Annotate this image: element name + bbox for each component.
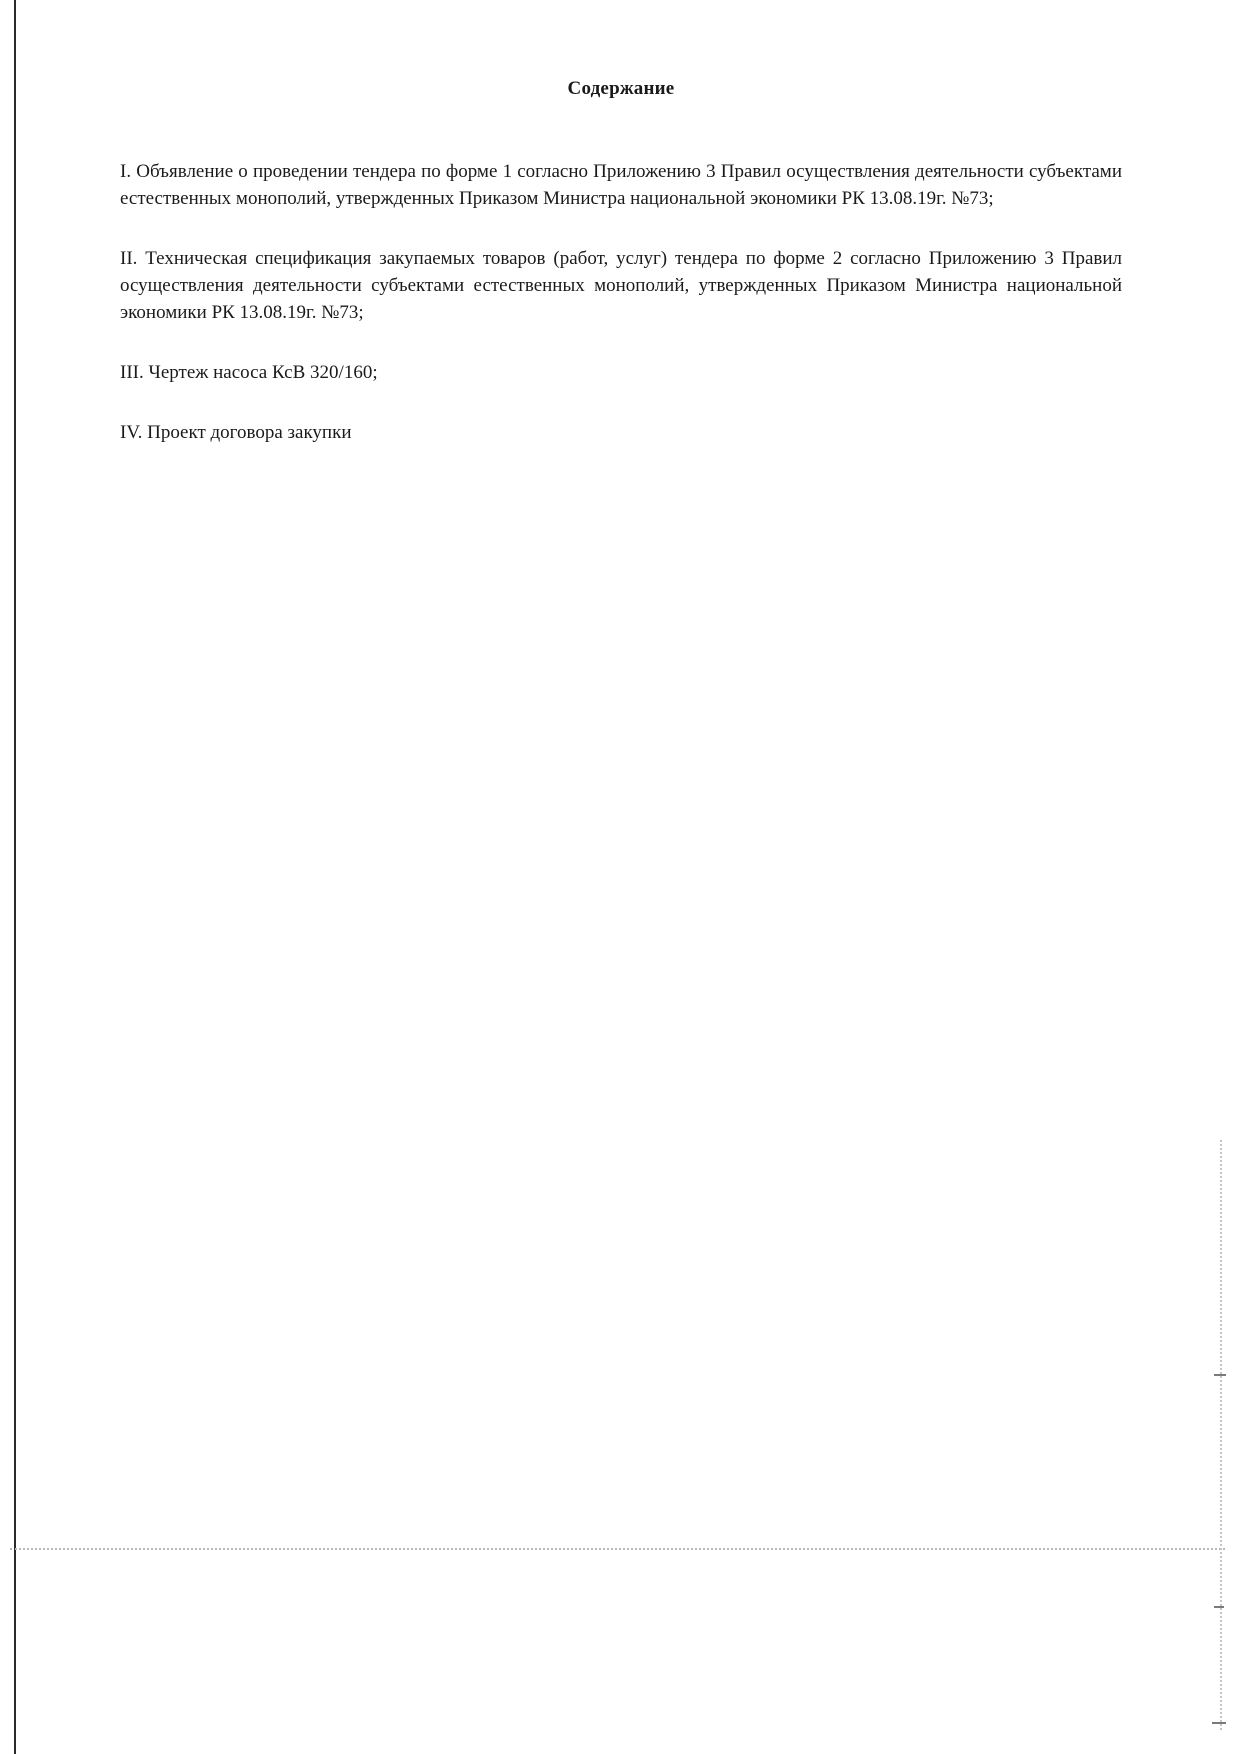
scan-artifact-margin bbox=[1220, 1140, 1222, 1730]
document-title: Содержание bbox=[567, 78, 675, 99]
scan-binding-edge bbox=[14, 0, 16, 1754]
scan-artifact-mark bbox=[1214, 1606, 1224, 1608]
document-body bbox=[120, 78, 1122, 479]
scan-artifact-mark bbox=[1212, 1722, 1226, 1724]
toc-item-4: IV. Проект договора закупки bbox=[120, 422, 352, 443]
scan-artifact-mark bbox=[1214, 1374, 1226, 1376]
toc-item-1: I. Объявление о проведении тендера по форме 1 согласно Приложению 3 Правил осуществления деятельности субъектами естественных монополий, утвержденных Приказом Министра национальной экономики РК 13.08.19г. №73; bbox=[120, 161, 1122, 209]
scan-artifact-line bbox=[10, 1548, 1225, 1550]
toc-item-2: II. Техническая спецификация закупаемых товаров (работ, услуг) тендера по форме 2 согласно Приложению 3 Правил осуществления деятельности субъектами естественных монополий, утвержденных Приказом Министра национальной экономики РК 13.08.19г. №73; bbox=[120, 248, 1122, 323]
toc-item-3: III. Чертеж насоса КсВ 320/160; bbox=[120, 362, 378, 383]
